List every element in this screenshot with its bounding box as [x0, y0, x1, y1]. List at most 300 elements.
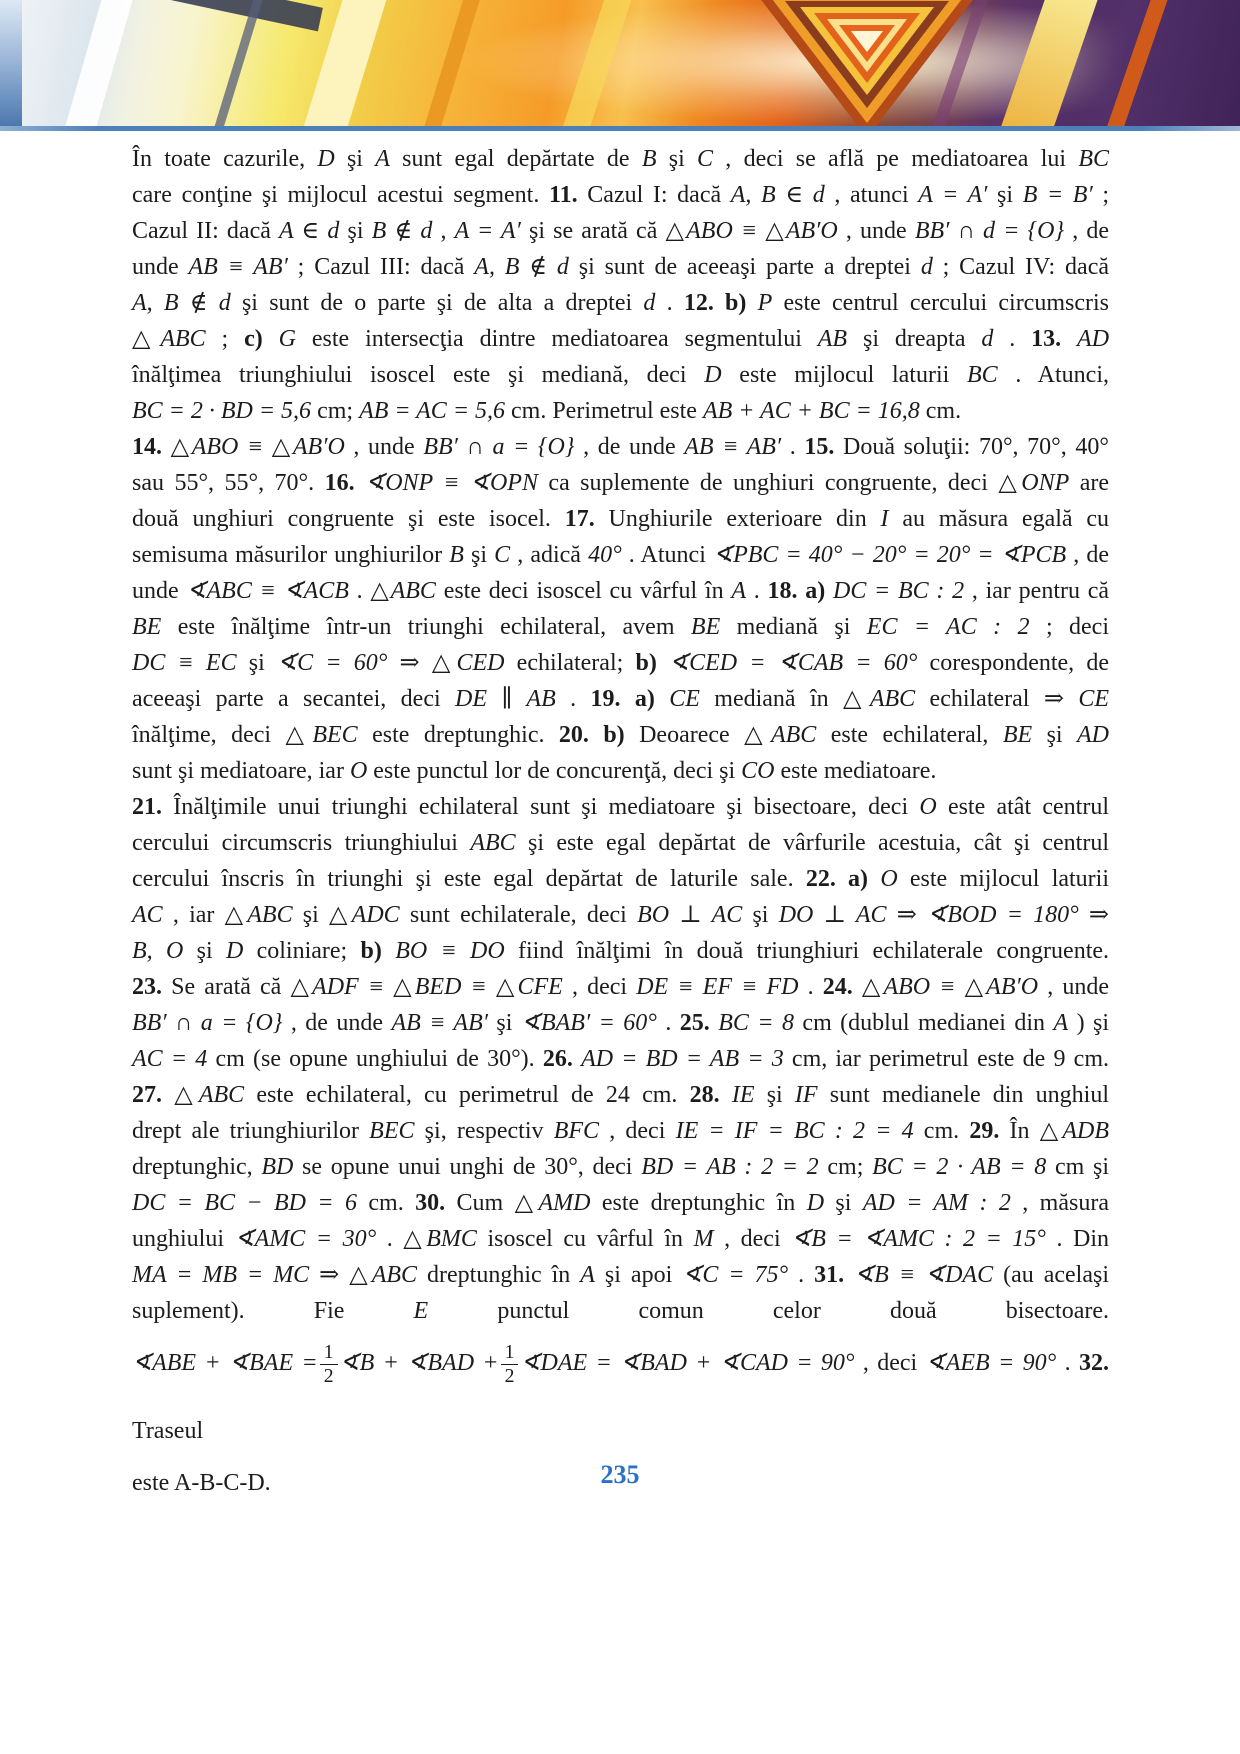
math-expression: BB′ ∩ a = {O} — [423, 434, 575, 460]
problem-number: 17. — [564, 506, 595, 532]
math-expression: CO — [741, 758, 775, 784]
math-expression: △AMD — [514, 1190, 591, 1216]
text-line — [132, 789, 1109, 825]
math-expression: ∢B ≡ ∢DAC — [854, 1262, 994, 1288]
math-expression: △ONP — [998, 470, 1070, 496]
math-expression: BD — [261, 1154, 294, 1180]
text-run — [844, 1262, 854, 1288]
text-run: este dreptunghic. — [357, 722, 559, 748]
text-run: , de unde — [574, 434, 685, 460]
text-line — [132, 933, 1109, 969]
math-expression: △ABC — [132, 326, 206, 352]
text-run — [710, 1010, 718, 1036]
text-run: Deoarece — [624, 722, 745, 748]
text-run: şi sunt de aceeaşi parte a dreptei — [568, 254, 921, 280]
math-expression: A, B ∉ d — [474, 254, 569, 280]
math-expression: ∢B + ∢BAD + — [339, 1350, 499, 1376]
text-run: ; — [1092, 182, 1110, 208]
text-run: este A-B-C-D. — [132, 1470, 271, 1496]
math-expression: IE = IF = BC : 2 = 4 — [675, 1118, 914, 1144]
math-expression: AB — [817, 326, 848, 352]
math-expression: O — [880, 866, 898, 892]
text-run: se opune unui unghi de 30°, deci — [293, 1154, 642, 1180]
text-run: , de — [1064, 218, 1110, 244]
text-run: şi — [236, 650, 278, 676]
math-expression: CE — [669, 686, 700, 712]
text-run: . Atunci — [621, 542, 713, 568]
text-run: şi — [487, 1010, 521, 1036]
text-run: semisuma măsurilor unghiurilor — [132, 542, 450, 568]
math-expression: I — [880, 506, 889, 532]
fraction: $\frac{1}{2}$ — [320, 1341, 338, 1387]
math-expression: D — [704, 362, 722, 388]
text-run: corespondente, de — [917, 650, 1110, 676]
text-run: cercului înscris în triunghi şi este egal depărtat de laturile sale. — [132, 866, 806, 892]
math-expression: BE — [1002, 722, 1033, 748]
problem-number: 25. — [679, 1010, 710, 1036]
text-run: este intersecţia dintre mediatoarea segmentului — [296, 326, 818, 352]
text-run: , măsura — [1010, 1190, 1109, 1216]
text-line — [132, 501, 1109, 537]
text-run — [263, 326, 279, 352]
text-line — [132, 969, 1109, 1005]
problem-number: 29. — [969, 1118, 1000, 1144]
math-expression: EC = AC : 2 — [866, 614, 1030, 640]
text-run: şi dreapta — [847, 326, 982, 352]
math-expression: A — [1053, 1010, 1069, 1036]
text-line — [132, 285, 1109, 321]
math-expression: IE — [731, 1082, 755, 1108]
text-run: . — [655, 290, 684, 316]
math-expression: DC = BC : 2 — [832, 578, 965, 604]
math-expression: DE ∥ AB — [455, 686, 556, 712]
math-expression: ∢PBC = 40° − 20° = 20° = ∢PCB — [712, 542, 1067, 568]
math-expression: ∢B = ∢AMC : 2 = 15° — [791, 1226, 1046, 1252]
text-run: şi — [987, 182, 1023, 208]
text-run: Se arată că — [162, 974, 291, 1000]
math-expression: AD — [1077, 326, 1110, 352]
text-run: cm. Perimetrul este — [505, 398, 703, 424]
text-run: dreptunghic, — [132, 1154, 262, 1180]
text-run: unde — [132, 254, 189, 280]
text-run: dreptunghic în — [417, 1262, 581, 1288]
math-expression: D — [225, 938, 244, 964]
math-expression: △ABC — [224, 902, 293, 928]
math-expression: BB′ ∩ d = {O} — [914, 218, 1065, 244]
problem-number: 20. b) — [558, 722, 625, 748]
problem-number: 22. a) — [805, 866, 869, 892]
math-expression: △ABO ≡ △AB′O — [665, 218, 838, 244]
text-run: . — [656, 1010, 680, 1036]
text-line — [132, 825, 1109, 861]
math-expression: DC ≡ EC — [132, 650, 237, 676]
text-run: , — [432, 218, 455, 244]
math-expression: ∢BAB′ = 60° — [520, 1010, 657, 1036]
math-expression: ∢C = 60° ⇒ △CED — [277, 650, 505, 676]
math-expression: MA = MB = MC ⇒ △ABC — [132, 1262, 418, 1288]
math-expression: BC = 8 — [718, 1010, 794, 1036]
math-expression: C — [697, 146, 714, 172]
problem-number: 32. — [1079, 1350, 1109, 1376]
text-run: , unde — [837, 218, 915, 244]
math-expression: AB ≡ AB′ — [391, 1010, 488, 1036]
text-run: În — [999, 1118, 1040, 1144]
problem-number: 18. a) — [767, 578, 826, 604]
text-run: este echilateral, cu perimetrul de 24 cm. — [244, 1082, 690, 1108]
text-line — [132, 1077, 1109, 1113]
text-run: fiind înălţimi în două triunghiuri echilaterale congruente. — [504, 938, 1110, 964]
text-line — [132, 1221, 1109, 1257]
text-run: care conţine şi mijlocul acestui segment. — [132, 182, 549, 208]
text-run: sunt egal depărtate de — [389, 146, 642, 172]
text-run: cercului circumscris triunghiului — [132, 830, 471, 856]
text-run: şi se arată că — [520, 218, 666, 244]
text-run: au măsura egală cu — [888, 506, 1110, 532]
math-expression: BB′ ∩ a = {O} — [132, 1010, 283, 1036]
text-run: coliniare; — [243, 938, 361, 964]
math-expression: △BMC — [403, 1226, 477, 1252]
text-run: Două soluţii: 70°, 70°, 40° — [834, 434, 1110, 460]
text-run: sunt echilaterale, deci — [399, 902, 638, 928]
text-run — [655, 686, 669, 712]
text-run: înălţime, deci — [132, 722, 286, 748]
math-expression: AC = 4 — [132, 1046, 208, 1072]
text-run: . — [1056, 1350, 1079, 1376]
math-expression: BC — [966, 362, 998, 388]
text-run — [382, 938, 395, 964]
math-expression: A = A′ — [454, 218, 521, 244]
math-expression: O — [349, 758, 368, 784]
fraction: $\frac{1}{2}$ — [501, 1341, 519, 1387]
text-run — [825, 578, 833, 604]
math-expression: M — [693, 1226, 714, 1252]
math-expression: △ADC — [329, 902, 400, 928]
math-expression: ∢BOD = 180° — [927, 902, 1079, 928]
text-run — [162, 434, 171, 460]
text-run: drept ale triunghiurilor — [132, 1118, 370, 1144]
text-run: este deci isoscel cu vârful în — [435, 578, 732, 604]
text-run: , atunci — [824, 182, 919, 208]
math-expression: BC — [1078, 146, 1109, 172]
text-run: are — [1069, 470, 1110, 496]
math-expression: d — [643, 290, 656, 316]
text-run: mediană în — [699, 686, 843, 712]
text-run: . Atunci, — [997, 362, 1109, 388]
text-line — [132, 249, 1109, 285]
text-run — [162, 1082, 174, 1108]
text-run: , iar pentru că — [964, 578, 1110, 604]
text-line — [132, 1257, 1109, 1293]
math-expression: ∢DAE = ∢BAD + ∢CAD = 90° — [520, 1350, 855, 1376]
header-left-bar — [0, 0, 22, 126]
math-expression: A, B ∉ d — [132, 290, 231, 316]
text-run: şi — [754, 1082, 795, 1108]
text-run: sau 55°, 55°, 70°. — [132, 470, 325, 496]
text-run — [1061, 326, 1077, 352]
problem-number: 24. — [822, 974, 853, 1000]
text-line — [132, 1113, 1109, 1149]
math-expression: P — [757, 290, 773, 316]
problem-number: 31. — [814, 1262, 845, 1288]
problem-number: 19. a) — [590, 686, 655, 712]
text-run: ; deci — [1029, 614, 1109, 640]
math-expression: △ABC — [174, 1082, 245, 1108]
text-line — [132, 213, 1109, 249]
math-expression: B ∉ d — [371, 218, 433, 244]
math-expression: BD = AB : 2 = 2 — [641, 1154, 819, 1180]
text-run: , de — [1066, 542, 1110, 568]
text-run: cm, iar perimetrul este de 9 cm. — [783, 1046, 1109, 1072]
text-run: şi — [1032, 722, 1078, 748]
math-expression: ∢ONP ≡ ∢OPN — [365, 470, 538, 496]
triangle-tunnel-graphic — [747, 0, 987, 126]
text-run: (au acelaşi — [993, 1262, 1110, 1288]
header-image — [22, 0, 1240, 126]
math-expression: G — [278, 326, 296, 352]
text-run: , adică — [510, 542, 589, 568]
text-run: sunt medianele din unghiul — [817, 1082, 1110, 1108]
text-run: cm (dublul medianei din — [793, 1010, 1054, 1036]
problem-number: 12. b) — [683, 290, 747, 316]
math-expression: BO ⊥ AC — [637, 902, 743, 928]
text-run: Unghiurile exterioare din — [594, 506, 881, 532]
text-run: cm. — [913, 1118, 970, 1144]
math-expression: △ABC — [744, 722, 817, 748]
text-run: cm (se opune unghiului de 30°). — [207, 1046, 543, 1072]
math-expression: C — [494, 542, 511, 568]
text-run: Cazul I: dacă — [577, 182, 731, 208]
text-run: În toate cazurile, — [132, 146, 318, 172]
problem-number: 27. — [132, 1082, 162, 1108]
problem-number: 15. — [804, 434, 835, 460]
math-expression: ∢AEB = 90° — [925, 1350, 1057, 1376]
math-expression: BE — [132, 614, 162, 640]
math-expression: AB = AC = 5,6 — [359, 398, 506, 424]
math-expression: A ∈ d — [279, 218, 340, 244]
math-expression: A — [580, 1262, 595, 1288]
text-run: ) şi — [1068, 1010, 1110, 1036]
problem-number: 23. — [132, 974, 162, 1000]
math-expression: ∢AMC = 30° — [234, 1226, 377, 1252]
math-expression: 40° — [588, 542, 622, 568]
text-run: , iar — [162, 902, 225, 928]
problem-number: 30. — [415, 1190, 446, 1216]
header-divider — [0, 126, 1240, 131]
text-line — [132, 465, 1109, 501]
text-line — [132, 681, 1109, 717]
math-expression: △BEC — [285, 722, 358, 748]
text-run: este mediatoare. — [774, 758, 937, 784]
problem-number: 16. — [324, 470, 355, 496]
text-run: este mijlocul laturii — [897, 866, 1110, 892]
text-run: ; Cazul III: dacă — [287, 254, 475, 280]
text-run: ⇒ — [886, 902, 928, 928]
math-expression: ∢CED = ∢CAB = 60° — [669, 650, 918, 676]
text-run: , unde — [1038, 974, 1110, 1000]
text-run: şi apoi — [594, 1262, 683, 1288]
math-expression: △ABO ≡ △AB′O — [170, 434, 345, 460]
decorative-triangle — [851, 31, 883, 52]
math-expression: BFC — [553, 1118, 600, 1144]
math-expression: d — [920, 254, 933, 280]
text-run: punctul comun celor două bisectoare. — [428, 1298, 1110, 1324]
text-run: este dreptunghic în — [590, 1190, 807, 1216]
math-expression: DE ≡ EF ≡ FD — [636, 974, 799, 1000]
text-run: . — [781, 434, 805, 460]
decorative-beam — [410, 0, 490, 126]
math-expression: DO ⊥ AC — [778, 902, 887, 928]
math-expression: O — [919, 794, 937, 820]
text-run: şi este egal depărtat de vârfurile acestuia, cât şi centrul — [515, 830, 1109, 856]
math-expression: D — [317, 146, 335, 172]
decorative-beam — [52, 0, 141, 126]
text-run: cm; — [818, 1154, 873, 1180]
text-run: şi — [656, 146, 698, 172]
text-run: este echilateral, — [816, 722, 1003, 748]
math-expression: AB ≡ AB′ — [188, 254, 288, 280]
text-line — [132, 609, 1109, 645]
text-run: . — [798, 974, 823, 1000]
text-run — [720, 1082, 732, 1108]
math-expression: ABC — [470, 830, 516, 856]
math-expression: ∢ABC ≡ ∢ACB — [186, 578, 349, 604]
text-line — [132, 1329, 1109, 1465]
math-expression: BEC — [369, 1118, 415, 1144]
text-run — [746, 290, 757, 316]
text-run: cm. — [357, 1190, 416, 1216]
text-run: înălţimea triunghiului isoscel este şi mediană, deci — [132, 362, 705, 388]
math-expression: AC — [132, 902, 163, 928]
text-run: cm şi — [1046, 1154, 1110, 1180]
text-run: . Din — [1045, 1226, 1109, 1252]
text-run: unde — [132, 578, 187, 604]
text-run: , de unde — [282, 1010, 392, 1036]
text-run — [853, 974, 862, 1000]
text-run: şi — [334, 146, 376, 172]
text-run: Cum — [445, 1190, 515, 1216]
math-expression: A = A′ — [918, 182, 988, 208]
text-run: echilateral; — [504, 650, 636, 676]
text-run: . — [993, 326, 1032, 352]
problem-number: b) — [360, 938, 382, 964]
text-run: şi — [824, 1190, 863, 1216]
math-expression: IF — [794, 1082, 818, 1108]
text-run: cm; — [311, 398, 360, 424]
text-run — [573, 1046, 581, 1072]
math-expression: AB ≡ AB′ — [684, 434, 782, 460]
text-run: mediană şi — [720, 614, 867, 640]
text-run: şi — [183, 938, 226, 964]
text-run: . — [788, 1262, 815, 1288]
text-line — [132, 861, 1109, 897]
text-line — [132, 537, 1109, 573]
math-expression: △ABO ≡ △AB′O — [861, 974, 1039, 1000]
math-expression: B — [641, 146, 657, 172]
text-line — [132, 897, 1109, 933]
text-run: . — [746, 578, 768, 604]
text-run: sunt şi mediatoare, iar — [132, 758, 350, 784]
math-expression: B — [449, 542, 464, 568]
math-expression: AD — [1077, 722, 1110, 748]
text-run: şi — [339, 218, 372, 244]
text-line — [132, 1149, 1109, 1185]
text-run: isoscel cu vârful în — [476, 1226, 694, 1252]
text-run: şi, respectiv — [414, 1118, 554, 1144]
text-line — [132, 177, 1109, 213]
math-expression: △ABC — [370, 578, 436, 604]
text-line — [132, 573, 1109, 609]
text-line — [132, 645, 1109, 681]
text-line — [132, 1041, 1109, 1077]
text-run: ; Cazul IV: dacă — [932, 254, 1110, 280]
text-run: , deci se află pe mediatoarea lui — [713, 146, 1079, 172]
text-run: , deci — [599, 1118, 676, 1144]
text-run: ; — [205, 326, 245, 352]
text-line — [132, 429, 1109, 465]
text-run: suplement). Fie — [132, 1298, 414, 1324]
page-number: 235 — [600, 1460, 640, 1489]
text-line — [132, 1293, 1109, 1329]
text-run: este atât centrul — [936, 794, 1109, 820]
text-run: două unghiuri congruente şi este isocel. — [132, 506, 565, 532]
text-run: . — [555, 686, 591, 712]
text-run: , unde — [344, 434, 424, 460]
problem-number: 26. — [542, 1046, 573, 1072]
text-run: , deci — [854, 1350, 926, 1376]
problem-number: b) — [635, 650, 657, 676]
math-expression: E — [413, 1298, 429, 1324]
math-expression: CE — [1078, 686, 1109, 712]
text-run: este punctul lor de concurenţă, deci şi — [367, 758, 742, 784]
math-expression: BO ≡ DO — [395, 938, 505, 964]
text-run: şi — [292, 902, 330, 928]
text-run: aceeaşi parte a secantei, deci — [132, 686, 456, 712]
text-run: , deci — [713, 1226, 792, 1252]
math-expression: AD = AM : 2 — [862, 1190, 1011, 1216]
math-expression: A — [375, 146, 390, 172]
header-artwork — [0, 0, 1240, 131]
math-expression: AB + AC + BC = 16,8 — [702, 398, 920, 424]
math-expression: BE — [690, 614, 721, 640]
math-expression: ∢C = 75° — [682, 1262, 789, 1288]
text-line — [132, 393, 1109, 429]
text-run: este centrul cercului circumscris — [772, 290, 1109, 316]
text-run: este mijlocul laturii — [721, 362, 967, 388]
math-expression: △ABC — [843, 686, 916, 712]
text-run: şi sunt de o parte şi de alta a dreptei — [230, 290, 644, 316]
text-line — [132, 753, 1109, 789]
text-run — [657, 650, 669, 676]
math-expression: A — [731, 578, 747, 604]
text-run: . — [376, 1226, 404, 1252]
math-expression: B = B′ — [1022, 182, 1093, 208]
problem-number: c) — [244, 326, 263, 352]
text-run: este înălţime într-un triunghi echilateral, avem — [161, 614, 691, 640]
solutions-text — [132, 141, 1109, 1501]
problem-number: 14. — [132, 434, 162, 460]
text-run: , deci — [562, 974, 637, 1000]
text-line — [132, 1185, 1109, 1221]
text-run — [355, 470, 365, 496]
text-run: ⇒ — [1078, 902, 1110, 928]
math-expression: ∢ABE + ∢BAE = — [132, 1350, 318, 1376]
text-run: cm. — [919, 398, 962, 424]
math-expression: D — [806, 1190, 825, 1216]
text-run: şi — [463, 542, 495, 568]
math-expression: A, B ∈ d — [730, 182, 825, 208]
text-line — [132, 357, 1109, 393]
math-expression: d — [981, 326, 994, 352]
